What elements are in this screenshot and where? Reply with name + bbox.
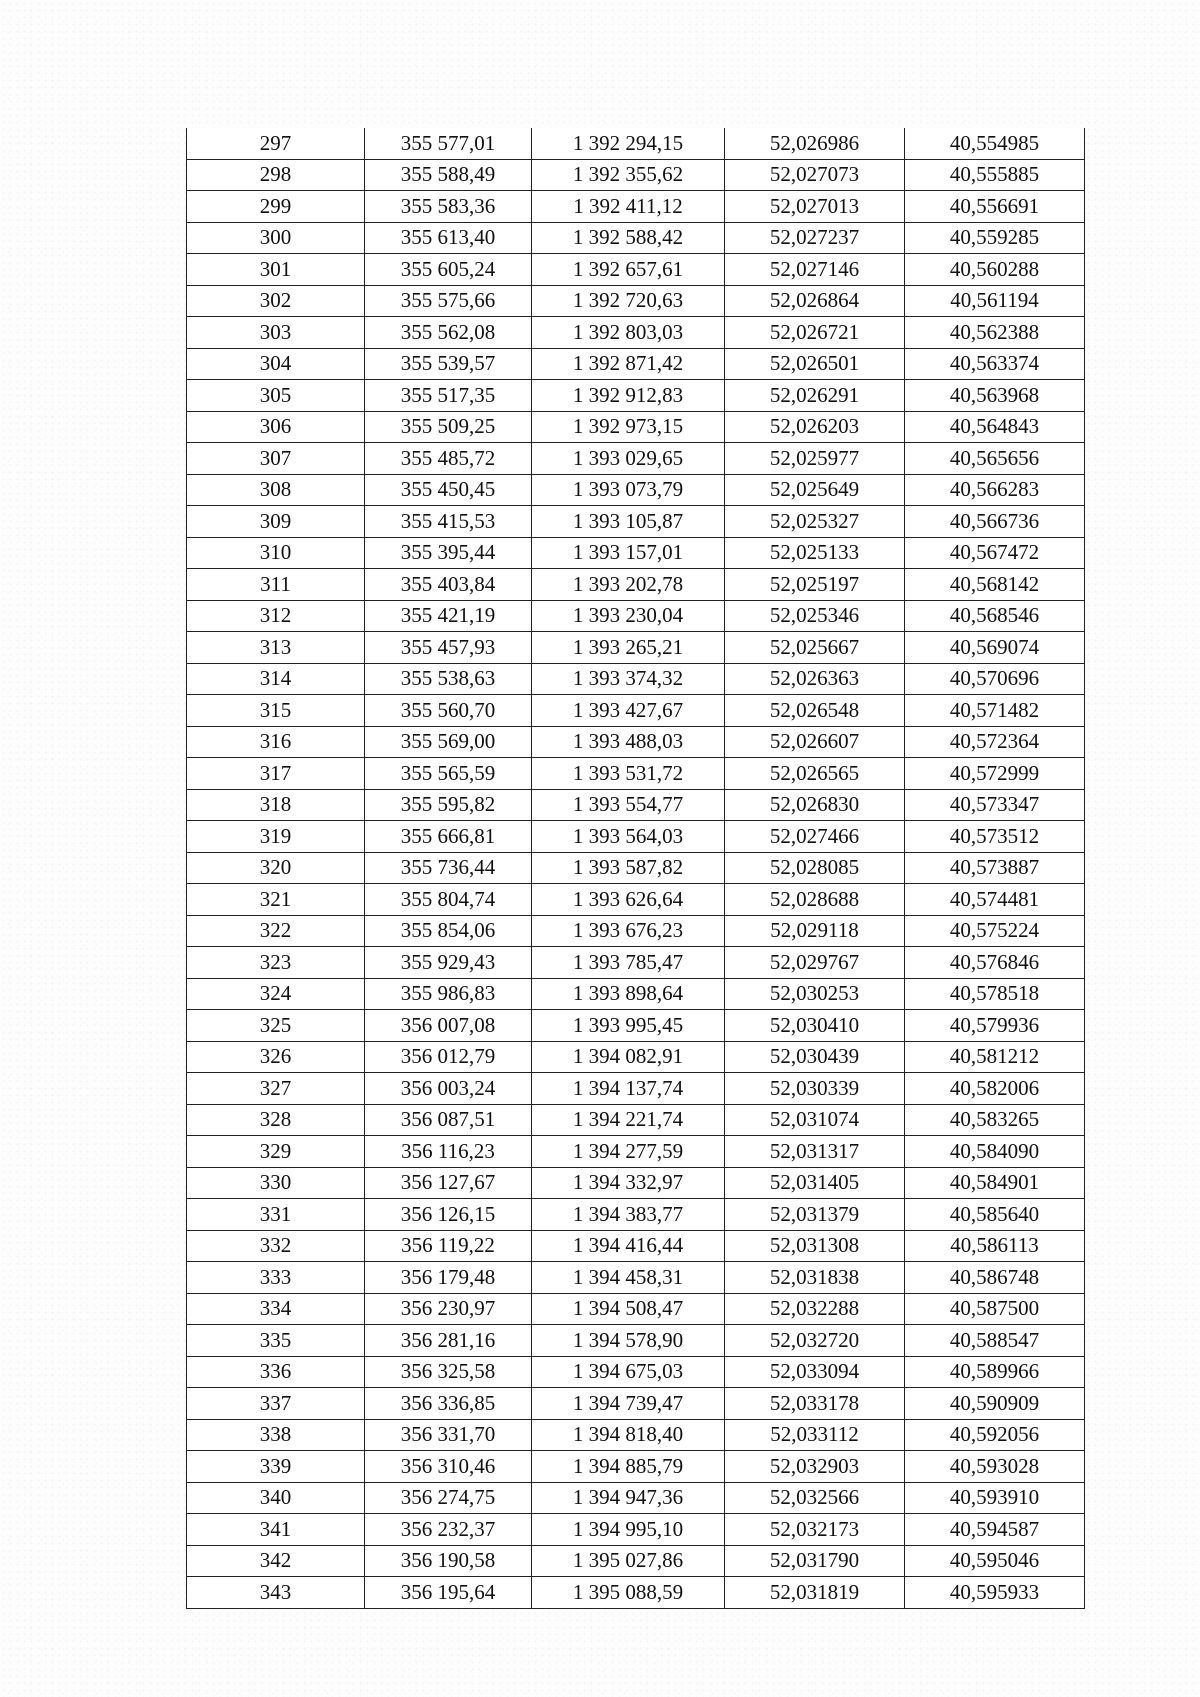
y-coordinate-cell: 1 394 416,44	[532, 1230, 725, 1262]
latitude-cell: 52,025327	[725, 506, 905, 538]
longitude-cell: 40,583265	[905, 1104, 1085, 1136]
y-coordinate-cell: 1 393 531,72	[532, 758, 725, 790]
table-row	[187, 1514, 1085, 1546]
table-row	[187, 317, 1085, 349]
x-coordinate-cell: 355 986,83	[365, 978, 532, 1010]
point-number-cell: 322	[187, 915, 365, 947]
y-coordinate-cell: 1 394 818,40	[532, 1419, 725, 1451]
longitude-cell: 40,579936	[905, 1010, 1085, 1042]
latitude-cell: 52,025667	[725, 632, 905, 664]
point-number-cell: 327	[187, 1073, 365, 1105]
x-coordinate-cell: 356 232,37	[365, 1514, 532, 1546]
longitude-cell: 40,581212	[905, 1041, 1085, 1073]
point-number-cell: 333	[187, 1262, 365, 1294]
point-number-cell: 316	[187, 726, 365, 758]
table-row	[187, 411, 1085, 443]
y-coordinate-cell: 1 393 073,79	[532, 474, 725, 506]
longitude-cell: 40,592056	[905, 1419, 1085, 1451]
point-number-cell: 309	[187, 506, 365, 538]
longitude-cell: 40,568546	[905, 600, 1085, 632]
point-number-cell: 313	[187, 632, 365, 664]
latitude-cell: 52,027237	[725, 222, 905, 254]
x-coordinate-cell: 355 804,74	[365, 884, 532, 916]
y-coordinate-cell: 1 393 427,67	[532, 695, 725, 727]
x-coordinate-cell: 355 575,66	[365, 285, 532, 317]
table-row	[187, 1577, 1085, 1609]
x-coordinate-cell: 355 736,44	[365, 852, 532, 884]
x-coordinate-cell: 355 517,35	[365, 380, 532, 412]
longitude-cell: 40,589966	[905, 1356, 1085, 1388]
latitude-cell: 52,026565	[725, 758, 905, 790]
y-coordinate-cell: 1 394 885,79	[532, 1451, 725, 1483]
y-coordinate-cell: 1 394 508,47	[532, 1293, 725, 1325]
point-number-cell: 300	[187, 222, 365, 254]
x-coordinate-cell: 356 325,58	[365, 1356, 532, 1388]
point-number-cell: 340	[187, 1482, 365, 1514]
latitude-cell: 52,027146	[725, 254, 905, 286]
x-coordinate-cell: 356 310,46	[365, 1451, 532, 1483]
x-coordinate-cell: 356 190,58	[365, 1545, 532, 1577]
point-number-cell: 302	[187, 285, 365, 317]
latitude-cell: 52,026607	[725, 726, 905, 758]
point-number-cell: 298	[187, 159, 365, 191]
longitude-cell: 40,570696	[905, 663, 1085, 695]
longitude-cell: 40,560288	[905, 254, 1085, 286]
y-coordinate-cell: 1 392 355,62	[532, 159, 725, 191]
x-coordinate-cell: 356 281,16	[365, 1325, 532, 1357]
latitude-cell: 52,030410	[725, 1010, 905, 1042]
longitude-cell: 40,555885	[905, 159, 1085, 191]
table-row	[187, 1136, 1085, 1168]
latitude-cell: 52,031819	[725, 1577, 905, 1609]
table-row	[187, 254, 1085, 286]
latitude-cell: 52,025197	[725, 569, 905, 601]
y-coordinate-cell: 1 394 458,31	[532, 1262, 725, 1294]
latitude-cell: 52,025977	[725, 443, 905, 475]
point-number-cell: 315	[187, 695, 365, 727]
x-coordinate-cell: 355 605,24	[365, 254, 532, 286]
table-row	[187, 1073, 1085, 1105]
latitude-cell: 52,031379	[725, 1199, 905, 1231]
latitude-cell: 52,026864	[725, 285, 905, 317]
x-coordinate-cell: 355 509,25	[365, 411, 532, 443]
y-coordinate-cell: 1 393 105,87	[532, 506, 725, 538]
table-row	[187, 758, 1085, 790]
y-coordinate-cell: 1 393 157,01	[532, 537, 725, 569]
x-coordinate-cell: 355 450,45	[365, 474, 532, 506]
point-number-cell: 305	[187, 380, 365, 412]
table-row	[187, 128, 1085, 159]
table-row	[187, 947, 1085, 979]
latitude-cell: 52,033112	[725, 1419, 905, 1451]
longitude-cell: 40,584090	[905, 1136, 1085, 1168]
latitude-cell: 52,030339	[725, 1073, 905, 1105]
point-number-cell: 325	[187, 1010, 365, 1042]
longitude-cell: 40,573887	[905, 852, 1085, 884]
table-row	[187, 222, 1085, 254]
latitude-cell: 52,029118	[725, 915, 905, 947]
latitude-cell: 52,026986	[725, 128, 905, 159]
point-number-cell: 314	[187, 663, 365, 695]
table-row	[187, 852, 1085, 884]
table-row	[187, 789, 1085, 821]
longitude-cell: 40,595933	[905, 1577, 1085, 1609]
y-coordinate-cell: 1 394 675,03	[532, 1356, 725, 1388]
table-row	[187, 1041, 1085, 1073]
coordinate-table-body	[187, 128, 1085, 1608]
y-coordinate-cell: 1 394 137,74	[532, 1073, 725, 1105]
latitude-cell: 52,030439	[725, 1041, 905, 1073]
point-number-cell: 328	[187, 1104, 365, 1136]
point-number-cell: 312	[187, 600, 365, 632]
point-number-cell: 299	[187, 191, 365, 223]
y-coordinate-cell: 1 392 871,42	[532, 348, 725, 380]
x-coordinate-cell: 355 569,00	[365, 726, 532, 758]
latitude-cell: 52,032903	[725, 1451, 905, 1483]
table-row	[187, 1167, 1085, 1199]
point-number-cell: 321	[187, 884, 365, 916]
y-coordinate-cell: 1 395 027,86	[532, 1545, 725, 1577]
latitude-cell: 52,026363	[725, 663, 905, 695]
y-coordinate-cell: 1 393 265,21	[532, 632, 725, 664]
latitude-cell: 52,033178	[725, 1388, 905, 1420]
x-coordinate-cell: 356 007,08	[365, 1010, 532, 1042]
table-row	[187, 1293, 1085, 1325]
x-coordinate-cell: 355 457,93	[365, 632, 532, 664]
latitude-cell: 52,032566	[725, 1482, 905, 1514]
point-number-cell: 338	[187, 1419, 365, 1451]
table-row	[187, 1356, 1085, 1388]
table-row	[187, 285, 1085, 317]
table-row	[187, 978, 1085, 1010]
point-number-cell: 342	[187, 1545, 365, 1577]
table-row	[187, 632, 1085, 664]
longitude-cell: 40,565656	[905, 443, 1085, 475]
y-coordinate-cell: 1 392 912,83	[532, 380, 725, 412]
point-number-cell: 337	[187, 1388, 365, 1420]
table-row	[187, 1230, 1085, 1262]
x-coordinate-cell: 355 595,82	[365, 789, 532, 821]
latitude-cell: 52,031838	[725, 1262, 905, 1294]
y-coordinate-cell: 1 392 588,42	[532, 222, 725, 254]
latitude-cell: 52,027013	[725, 191, 905, 223]
point-number-cell: 343	[187, 1577, 365, 1609]
x-coordinate-cell: 355 415,53	[365, 506, 532, 538]
longitude-cell: 40,590909	[905, 1388, 1085, 1420]
point-number-cell: 324	[187, 978, 365, 1010]
longitude-cell: 40,562388	[905, 317, 1085, 349]
latitude-cell: 52,031405	[725, 1167, 905, 1199]
y-coordinate-cell: 1 393 488,03	[532, 726, 725, 758]
x-coordinate-cell: 355 485,72	[365, 443, 532, 475]
y-coordinate-cell: 1 394 221,74	[532, 1104, 725, 1136]
point-number-cell: 317	[187, 758, 365, 790]
x-coordinate-cell: 355 583,36	[365, 191, 532, 223]
x-coordinate-cell: 356 331,70	[365, 1419, 532, 1451]
y-coordinate-cell: 1 393 202,78	[532, 569, 725, 601]
longitude-cell: 40,573347	[905, 789, 1085, 821]
table-row	[187, 1419, 1085, 1451]
x-coordinate-cell: 355 577,01	[365, 128, 532, 159]
y-coordinate-cell: 1 394 383,77	[532, 1199, 725, 1231]
x-coordinate-cell: 355 666,81	[365, 821, 532, 853]
table-row	[187, 1325, 1085, 1357]
latitude-cell: 52,031308	[725, 1230, 905, 1262]
latitude-cell: 52,031790	[725, 1545, 905, 1577]
x-coordinate-cell: 355 854,06	[365, 915, 532, 947]
table-row	[187, 474, 1085, 506]
x-coordinate-cell: 356 012,79	[365, 1041, 532, 1073]
longitude-cell: 40,584901	[905, 1167, 1085, 1199]
y-coordinate-cell: 1 394 947,36	[532, 1482, 725, 1514]
x-coordinate-cell: 355 560,70	[365, 695, 532, 727]
latitude-cell: 52,026501	[725, 348, 905, 380]
x-coordinate-cell: 356 003,24	[365, 1073, 532, 1105]
x-coordinate-cell: 356 119,22	[365, 1230, 532, 1262]
y-coordinate-cell: 1 392 803,03	[532, 317, 725, 349]
longitude-cell: 40,563374	[905, 348, 1085, 380]
point-number-cell: 319	[187, 821, 365, 853]
coordinate-table	[186, 128, 1085, 1609]
x-coordinate-cell: 355 421,19	[365, 600, 532, 632]
latitude-cell: 52,025346	[725, 600, 905, 632]
table-row	[187, 600, 1085, 632]
latitude-cell: 52,027466	[725, 821, 905, 853]
x-coordinate-cell: 355 565,59	[365, 758, 532, 790]
table-row	[187, 1482, 1085, 1514]
y-coordinate-cell: 1 393 676,23	[532, 915, 725, 947]
point-number-cell: 326	[187, 1041, 365, 1073]
table-row	[187, 1451, 1085, 1483]
longitude-cell: 40,556691	[905, 191, 1085, 223]
x-coordinate-cell: 356 126,15	[365, 1199, 532, 1231]
table-row	[187, 1262, 1085, 1294]
x-coordinate-cell: 356 087,51	[365, 1104, 532, 1136]
y-coordinate-cell: 1 394 578,90	[532, 1325, 725, 1357]
point-number-cell: 336	[187, 1356, 365, 1388]
longitude-cell: 40,564843	[905, 411, 1085, 443]
y-coordinate-cell: 1 394 995,10	[532, 1514, 725, 1546]
longitude-cell: 40,578518	[905, 978, 1085, 1010]
longitude-cell: 40,593028	[905, 1451, 1085, 1483]
longitude-cell: 40,554985	[905, 128, 1085, 159]
longitude-cell: 40,582006	[905, 1073, 1085, 1105]
table-row	[187, 1199, 1085, 1231]
latitude-cell: 52,026830	[725, 789, 905, 821]
x-coordinate-cell: 356 179,48	[365, 1262, 532, 1294]
x-coordinate-cell: 356 230,97	[365, 1293, 532, 1325]
point-number-cell: 311	[187, 569, 365, 601]
table-row	[187, 821, 1085, 853]
x-coordinate-cell: 355 403,84	[365, 569, 532, 601]
table-row	[187, 380, 1085, 412]
point-number-cell: 308	[187, 474, 365, 506]
latitude-cell: 52,026203	[725, 411, 905, 443]
point-number-cell: 301	[187, 254, 365, 286]
table-row	[187, 663, 1085, 695]
x-coordinate-cell: 355 539,57	[365, 348, 532, 380]
latitude-cell: 52,031317	[725, 1136, 905, 1168]
latitude-cell: 52,031074	[725, 1104, 905, 1136]
longitude-cell: 40,594587	[905, 1514, 1085, 1546]
table-row	[187, 159, 1085, 191]
table-row	[187, 1104, 1085, 1136]
longitude-cell: 40,569074	[905, 632, 1085, 664]
point-number-cell: 306	[187, 411, 365, 443]
table-row	[187, 506, 1085, 538]
longitude-cell: 40,572364	[905, 726, 1085, 758]
x-coordinate-cell: 355 395,44	[365, 537, 532, 569]
y-coordinate-cell: 1 394 277,59	[532, 1136, 725, 1168]
longitude-cell: 40,566283	[905, 474, 1085, 506]
latitude-cell: 52,028688	[725, 884, 905, 916]
point-number-cell: 310	[187, 537, 365, 569]
latitude-cell: 52,030253	[725, 978, 905, 1010]
point-number-cell: 330	[187, 1167, 365, 1199]
latitude-cell: 52,028085	[725, 852, 905, 884]
x-coordinate-cell: 356 116,23	[365, 1136, 532, 1168]
longitude-cell: 40,585640	[905, 1199, 1085, 1231]
y-coordinate-cell: 1 393 898,64	[532, 978, 725, 1010]
x-coordinate-cell: 355 613,40	[365, 222, 532, 254]
longitude-cell: 40,559285	[905, 222, 1085, 254]
latitude-cell: 52,029767	[725, 947, 905, 979]
table-row	[187, 1010, 1085, 1042]
y-coordinate-cell: 1 393 029,65	[532, 443, 725, 475]
longitude-cell: 40,595046	[905, 1545, 1085, 1577]
point-number-cell: 329	[187, 1136, 365, 1168]
y-coordinate-cell: 1 394 332,97	[532, 1167, 725, 1199]
y-coordinate-cell: 1 395 088,59	[532, 1577, 725, 1609]
longitude-cell: 40,587500	[905, 1293, 1085, 1325]
y-coordinate-cell: 1 394 082,91	[532, 1041, 725, 1073]
table-row	[187, 695, 1085, 727]
longitude-cell: 40,573512	[905, 821, 1085, 853]
latitude-cell: 52,026291	[725, 380, 905, 412]
point-number-cell: 303	[187, 317, 365, 349]
longitude-cell: 40,572999	[905, 758, 1085, 790]
table-row	[187, 348, 1085, 380]
latitude-cell: 52,026548	[725, 695, 905, 727]
y-coordinate-cell: 1 392 720,63	[532, 285, 725, 317]
y-coordinate-cell: 1 393 374,32	[532, 663, 725, 695]
table-row	[187, 1545, 1085, 1577]
longitude-cell: 40,586113	[905, 1230, 1085, 1262]
latitude-cell: 52,033094	[725, 1356, 905, 1388]
y-coordinate-cell: 1 392 294,15	[532, 128, 725, 159]
longitude-cell: 40,561194	[905, 285, 1085, 317]
x-coordinate-cell: 356 127,67	[365, 1167, 532, 1199]
y-coordinate-cell: 1 393 554,77	[532, 789, 725, 821]
x-coordinate-cell: 355 538,63	[365, 663, 532, 695]
point-number-cell: 320	[187, 852, 365, 884]
table-row	[187, 569, 1085, 601]
y-coordinate-cell: 1 393 564,03	[532, 821, 725, 853]
longitude-cell: 40,567472	[905, 537, 1085, 569]
table-row	[187, 443, 1085, 475]
point-number-cell: 323	[187, 947, 365, 979]
y-coordinate-cell: 1 393 626,64	[532, 884, 725, 916]
point-number-cell: 331	[187, 1199, 365, 1231]
longitude-cell: 40,593910	[905, 1482, 1085, 1514]
y-coordinate-cell: 1 393 995,45	[532, 1010, 725, 1042]
point-number-cell: 318	[187, 789, 365, 821]
y-coordinate-cell: 1 394 739,47	[532, 1388, 725, 1420]
point-number-cell: 335	[187, 1325, 365, 1357]
latitude-cell: 52,027073	[725, 159, 905, 191]
latitude-cell: 52,025649	[725, 474, 905, 506]
y-coordinate-cell: 1 392 657,61	[532, 254, 725, 286]
point-number-cell: 332	[187, 1230, 365, 1262]
longitude-cell: 40,571482	[905, 695, 1085, 727]
point-number-cell: 341	[187, 1514, 365, 1546]
point-number-cell: 339	[187, 1451, 365, 1483]
longitude-cell: 40,568142	[905, 569, 1085, 601]
table-row	[187, 1388, 1085, 1420]
longitude-cell: 40,563968	[905, 380, 1085, 412]
longitude-cell: 40,575224	[905, 915, 1085, 947]
latitude-cell: 52,026721	[725, 317, 905, 349]
x-coordinate-cell: 355 929,43	[365, 947, 532, 979]
point-number-cell: 297	[187, 128, 365, 159]
table-row	[187, 884, 1085, 916]
longitude-cell: 40,586748	[905, 1262, 1085, 1294]
point-number-cell: 304	[187, 348, 365, 380]
x-coordinate-cell: 355 562,08	[365, 317, 532, 349]
latitude-cell: 52,032288	[725, 1293, 905, 1325]
longitude-cell: 40,588547	[905, 1325, 1085, 1357]
y-coordinate-cell: 1 392 411,12	[532, 191, 725, 223]
x-coordinate-cell: 356 336,85	[365, 1388, 532, 1420]
y-coordinate-cell: 1 393 785,47	[532, 947, 725, 979]
y-coordinate-cell: 1 393 587,82	[532, 852, 725, 884]
longitude-cell: 40,576846	[905, 947, 1085, 979]
x-coordinate-cell: 356 274,75	[365, 1482, 532, 1514]
table-row	[187, 915, 1085, 947]
point-number-cell: 334	[187, 1293, 365, 1325]
table-row	[187, 537, 1085, 569]
longitude-cell: 40,574481	[905, 884, 1085, 916]
y-coordinate-cell: 1 393 230,04	[532, 600, 725, 632]
latitude-cell: 52,032720	[725, 1325, 905, 1357]
latitude-cell: 52,025133	[725, 537, 905, 569]
table-row	[187, 191, 1085, 223]
latitude-cell: 52,032173	[725, 1514, 905, 1546]
x-coordinate-cell: 356 195,64	[365, 1577, 532, 1609]
x-coordinate-cell: 355 588,49	[365, 159, 532, 191]
point-number-cell: 307	[187, 443, 365, 475]
longitude-cell: 40,566736	[905, 506, 1085, 538]
y-coordinate-cell: 1 392 973,15	[532, 411, 725, 443]
table-row	[187, 726, 1085, 758]
